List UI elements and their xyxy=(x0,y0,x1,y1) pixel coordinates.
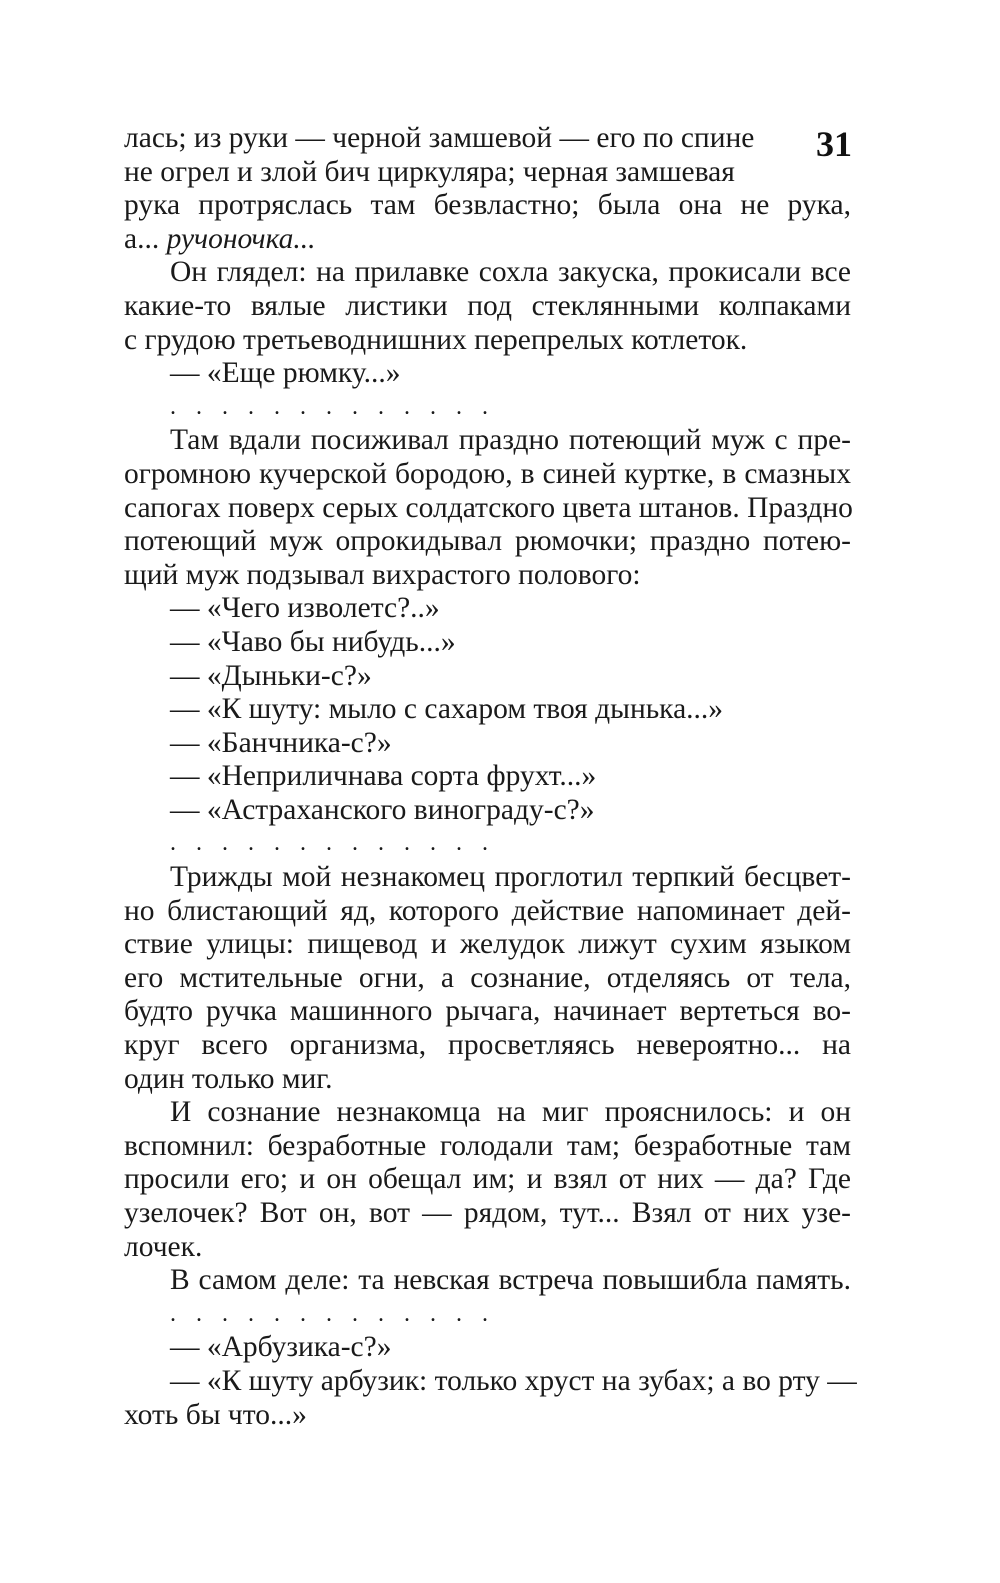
text-line: — «Чаво бы нибудь...» xyxy=(170,625,456,658)
text-line: — «К шуту: мыло с сахаром твоя дынька...» xyxy=(170,693,724,726)
text-line: Трижды мой незнакомец проглотил терпкий бесцвет- xyxy=(170,861,851,894)
text-line: хоть бы что...» xyxy=(124,1398,307,1431)
text-line: просили его; и он обещал им; и взял от них — да? Где xyxy=(124,1163,851,1196)
page-number: 31 xyxy=(816,124,852,164)
text-line: Он глядел: на прилавке сохла закуска, прокисали все xyxy=(170,256,851,289)
ellipsis-separator: . . . . . . . . . . . . . xyxy=(170,393,495,420)
text-line: рука протряслась там безвластно; была она не рука, xyxy=(124,189,851,222)
text-line: с грудою третьеводнишних перепрелых котлеток. xyxy=(124,323,748,356)
text-line: лочек. xyxy=(124,1230,203,1263)
text-line: — «Банчника-с?» xyxy=(170,726,392,759)
text-line: круг всего организма, просветляясь невероятно... на xyxy=(124,1029,851,1062)
text-line: узелочек? Вот он, вот — рядом, тут... Взял от них узе- xyxy=(124,1197,851,1229)
text-line: огромною кучерской бородою, в синей куртке, в смазных xyxy=(124,457,851,490)
text-line: — «Дыньки-с?» xyxy=(170,659,372,692)
text-line: — «Чего изволетс?..» xyxy=(170,592,440,625)
text-line: В самом деле: та невская встреча повышибла память. xyxy=(170,1264,851,1297)
text-line: — «Еще рюмку...» xyxy=(170,357,401,390)
text-line: его мстительные огни, а сознание, отделяясь от тела, xyxy=(124,961,851,994)
text-line: — «Астраханского винограду-с?» xyxy=(170,793,595,826)
text-line: но блистающий яд, которого действие напоминает дей- xyxy=(124,894,851,927)
text-line: не огрел и злой бич циркуляра; черная замшевая xyxy=(124,155,735,188)
text-line: лась; из руки — черной замшевой — его по спине xyxy=(124,122,755,154)
text-line: — «К шуту арбузик: только хруст на зубах; а во рту — xyxy=(170,1364,857,1397)
text-line: — «Неприличнава сорта фрухт...» xyxy=(170,760,597,793)
text-line: вспомнил: безработные голодали там; безработные там xyxy=(124,1129,851,1162)
ellipsis-separator: . . . . . . . . . . . . . xyxy=(170,830,495,857)
ellipsis-separator: . . . . . . . . . . . . . xyxy=(170,1300,495,1327)
text-line: Там вдали посиживал праздно потеющий муж с пре- xyxy=(170,424,851,457)
text-line: щий муж подзывал вихрастого полового: xyxy=(124,558,641,591)
text-line: И сознание незнакомца на миг прояснилось: и он xyxy=(170,1096,851,1129)
italic-word: ручоночка... xyxy=(166,222,316,255)
text-line: ствие улицы: пищевод и желудок лижут сухим языком xyxy=(124,928,851,961)
text-line: будто ручка машинного рычага, начинает вертеться во- xyxy=(124,995,851,1028)
text-line: — «Арбузика-с?» xyxy=(170,1331,392,1364)
text-line: какие-то вялые листики под стеклянными колпаками xyxy=(124,289,851,322)
page-body xyxy=(124,122,857,1432)
text-line: потеющий муж опрокидывал рюмочки; праздно потею- xyxy=(124,525,851,558)
text-line: а... ручоночка... xyxy=(124,222,316,255)
text-line: один только миг. xyxy=(124,1062,333,1095)
text-line: сапогах поверх серых солдатского цвета штанов. Праздно xyxy=(124,491,853,524)
